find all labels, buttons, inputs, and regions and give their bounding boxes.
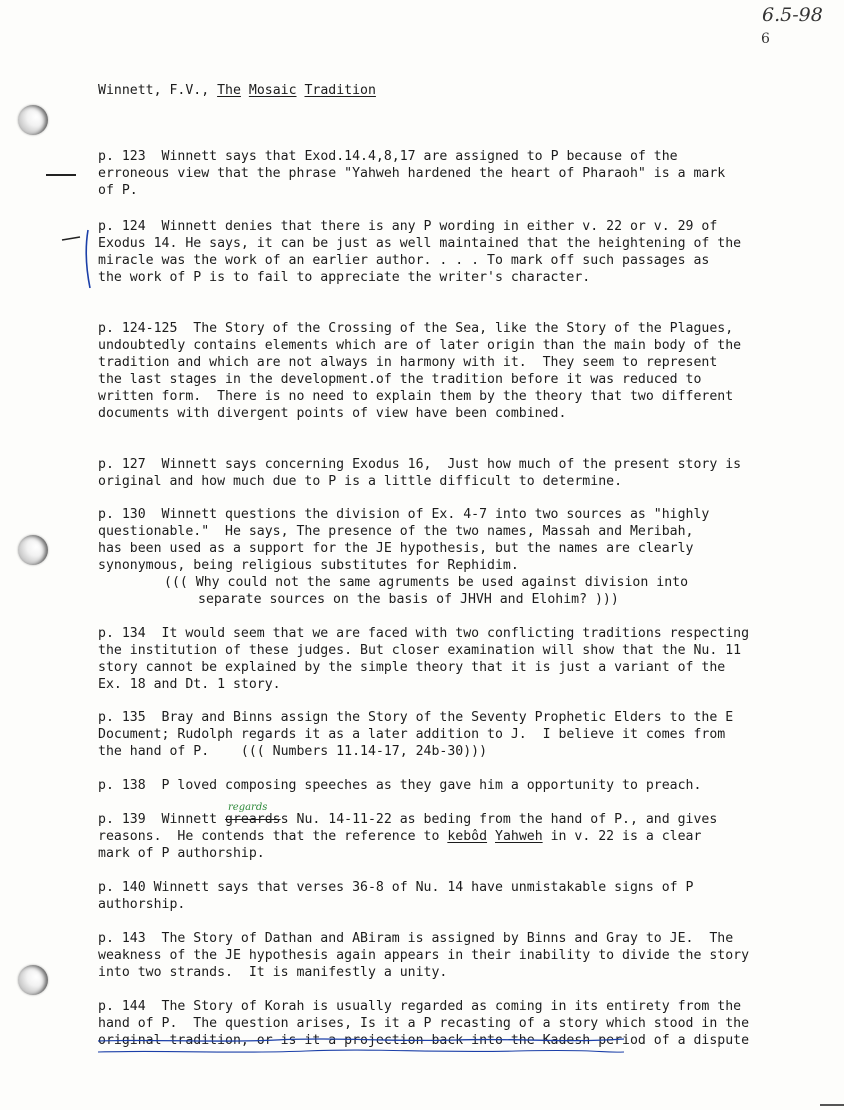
title-space bbox=[241, 83, 249, 98]
entry-line: Ex. 18 and Dt. 1 story. bbox=[98, 677, 281, 692]
text-run: Exod.14.4,8,17 bbox=[304, 149, 416, 164]
entry-line: written form. There is no need to explain them by the theory that two different bbox=[98, 389, 734, 404]
entry-line: p. 140 Winnett says that verses 36-8 of Nu. 14 have unmistakable signs of P bbox=[98, 880, 694, 895]
entry-line: into two strands. It is manifestly a unity. bbox=[98, 965, 448, 980]
margin-dash-mark bbox=[46, 174, 76, 176]
entry-p138 bbox=[98, 777, 798, 794]
entry-line: p. 124-125 The Story of the Crossing of the Sea, like the Story of the Plagues, bbox=[98, 321, 734, 336]
entry-line: authorship. bbox=[98, 897, 186, 912]
entry-line: Exodus 14. He says, it can be just as well maintained that the heightening of the bbox=[98, 236, 742, 251]
entry-line: p. 127 Winnett says concerning Exodus 16, Just how much of the present story is bbox=[98, 457, 742, 472]
entry-p127 bbox=[98, 456, 798, 490]
entry-line bbox=[98, 828, 798, 845]
entry-line: p. 138 P loved composing speeches as they gave him a opportunity to preach. bbox=[98, 778, 702, 793]
underlined-term: kebôd bbox=[447, 829, 488, 844]
bottom-edge-mark bbox=[820, 1104, 844, 1106]
text-run: p. 123 Winnett says that bbox=[98, 149, 305, 164]
entry-line: the last stages in the development.of the tradition before it was reduced to bbox=[98, 372, 702, 387]
text-run: in v. 22 is a clear bbox=[542, 829, 702, 844]
punch-hole-middle bbox=[18, 535, 48, 565]
entry-line: original and how much due to P is a little difficult to determine. bbox=[98, 474, 623, 489]
entry-line: p. 134 It would seem that we are faced with two conflicting traditions respecting bbox=[98, 626, 750, 641]
entry-p140 bbox=[98, 879, 798, 913]
struck-text: greards bbox=[225, 812, 281, 827]
entry-line: story cannot be explained by the simple theory that it is just a variant of the bbox=[98, 660, 726, 675]
entry-line: undoubtedly contains elements which are of later origin than the main body of the bbox=[98, 338, 742, 353]
entry-line bbox=[98, 811, 798, 828]
entry-line: erroneous view that the phrase "Yahweh hardened the heart of Pharaoh" is a mark bbox=[98, 166, 726, 181]
blue-margin-bracket bbox=[60, 228, 94, 290]
entry-line: weakness of the JE hypothesis again appears in their inability to divide the story bbox=[98, 948, 750, 963]
entry-line: p. 130 Winnett questions the division of Ex. 4-7 into two sources as "highly bbox=[98, 507, 710, 522]
entry-p134 bbox=[98, 625, 798, 693]
entry-line: documents with divergent points of view have been combined. bbox=[98, 406, 567, 421]
entry-p130 bbox=[98, 506, 798, 608]
entry-p123 bbox=[98, 148, 798, 199]
underlined-term: Yahweh bbox=[495, 829, 543, 844]
title-tradition: Tradition bbox=[304, 83, 376, 98]
entry-p124-125 bbox=[98, 320, 798, 422]
entry-line: Document; Rudolph regards it as a later addition to J. I believe it comes from bbox=[98, 727, 726, 742]
entry-line: of P. bbox=[98, 183, 138, 198]
handwritten-page-number: 6 bbox=[761, 31, 770, 47]
entry-line: hand of P. The question arises, Is it a P recasting of a story which stood in the bbox=[98, 1016, 750, 1031]
entry-p124 bbox=[98, 218, 798, 286]
text-run bbox=[487, 829, 495, 844]
punch-hole-top bbox=[18, 105, 48, 135]
entry-note-line: ((( Why could not the same agruments be used against division into bbox=[164, 575, 689, 590]
punch-hole-bottom bbox=[18, 965, 48, 995]
entry-line: p. 135 Bray and Binns assign the Story of the Seventy Prophetic Elders to the E bbox=[98, 710, 734, 725]
title-author: Winnett, F.V., bbox=[98, 83, 218, 98]
entry-note-line: separate sources on the basis of JHVH and Elohim? ))) bbox=[198, 592, 619, 607]
entry-line: synonymous, being religious substitutes for Rephidim. bbox=[98, 558, 519, 573]
entry-line: original tradition, or is it a projection back into the Kadesh period of a dispute bbox=[98, 1033, 750, 1048]
entry-line: the institution of these judges. But closer examination will show that the Nu. 11 bbox=[98, 643, 742, 658]
text-run: are assigned to P because of the bbox=[415, 149, 678, 164]
title-mosaic: Mosaic bbox=[248, 83, 297, 98]
entry-p143 bbox=[98, 930, 798, 981]
entry-p139 bbox=[98, 811, 798, 862]
entry-line: p. 144 The Story of Korah is usually regarded as coming in its entirety from the bbox=[98, 999, 742, 1014]
entry-line: questionable." He says, The presence of the two names, Massah and Meribah, bbox=[98, 524, 694, 539]
handwritten-date-mark: 6.5-98 bbox=[762, 4, 823, 26]
entry-line: p. 143 The Story of Dathan and ABiram is assigned by Binns and Gray to JE. The bbox=[98, 931, 734, 946]
entry-p135 bbox=[98, 709, 798, 760]
entry-line: the work of P is to fail to appreciate the writer's character. bbox=[98, 270, 591, 285]
entry-line: mark of P authorship. bbox=[98, 846, 265, 861]
text-run: s Nu. 14-11-22 as beding from the hand of P., and gives bbox=[280, 812, 718, 827]
handwritten-correction: regards bbox=[228, 802, 268, 813]
entry-line: p. 124 Winnett denies that there is any P wording in either v. 22 or v. 29 of bbox=[98, 219, 718, 234]
entry-line: tradition and which are not always in harmony with it. They seem to represent bbox=[98, 355, 718, 370]
text-run: reasons. He contends that the reference to bbox=[98, 829, 448, 844]
title-the: The bbox=[217, 83, 241, 98]
text-run: p. 139 Winnett bbox=[98, 812, 226, 827]
entry-line bbox=[98, 148, 798, 165]
entry-line: miracle was the work of an earlier author. . . . To mark off such passages as bbox=[98, 253, 710, 268]
entry-line: has been used as a support for the JE hypothesis, but the names are clearly bbox=[98, 541, 694, 556]
page-title bbox=[98, 83, 376, 98]
entry-line: the hand of P. ((( Numbers 11.14-17, 24b-30))) bbox=[98, 744, 488, 759]
blue-underline-scribble bbox=[96, 1033, 626, 1057]
